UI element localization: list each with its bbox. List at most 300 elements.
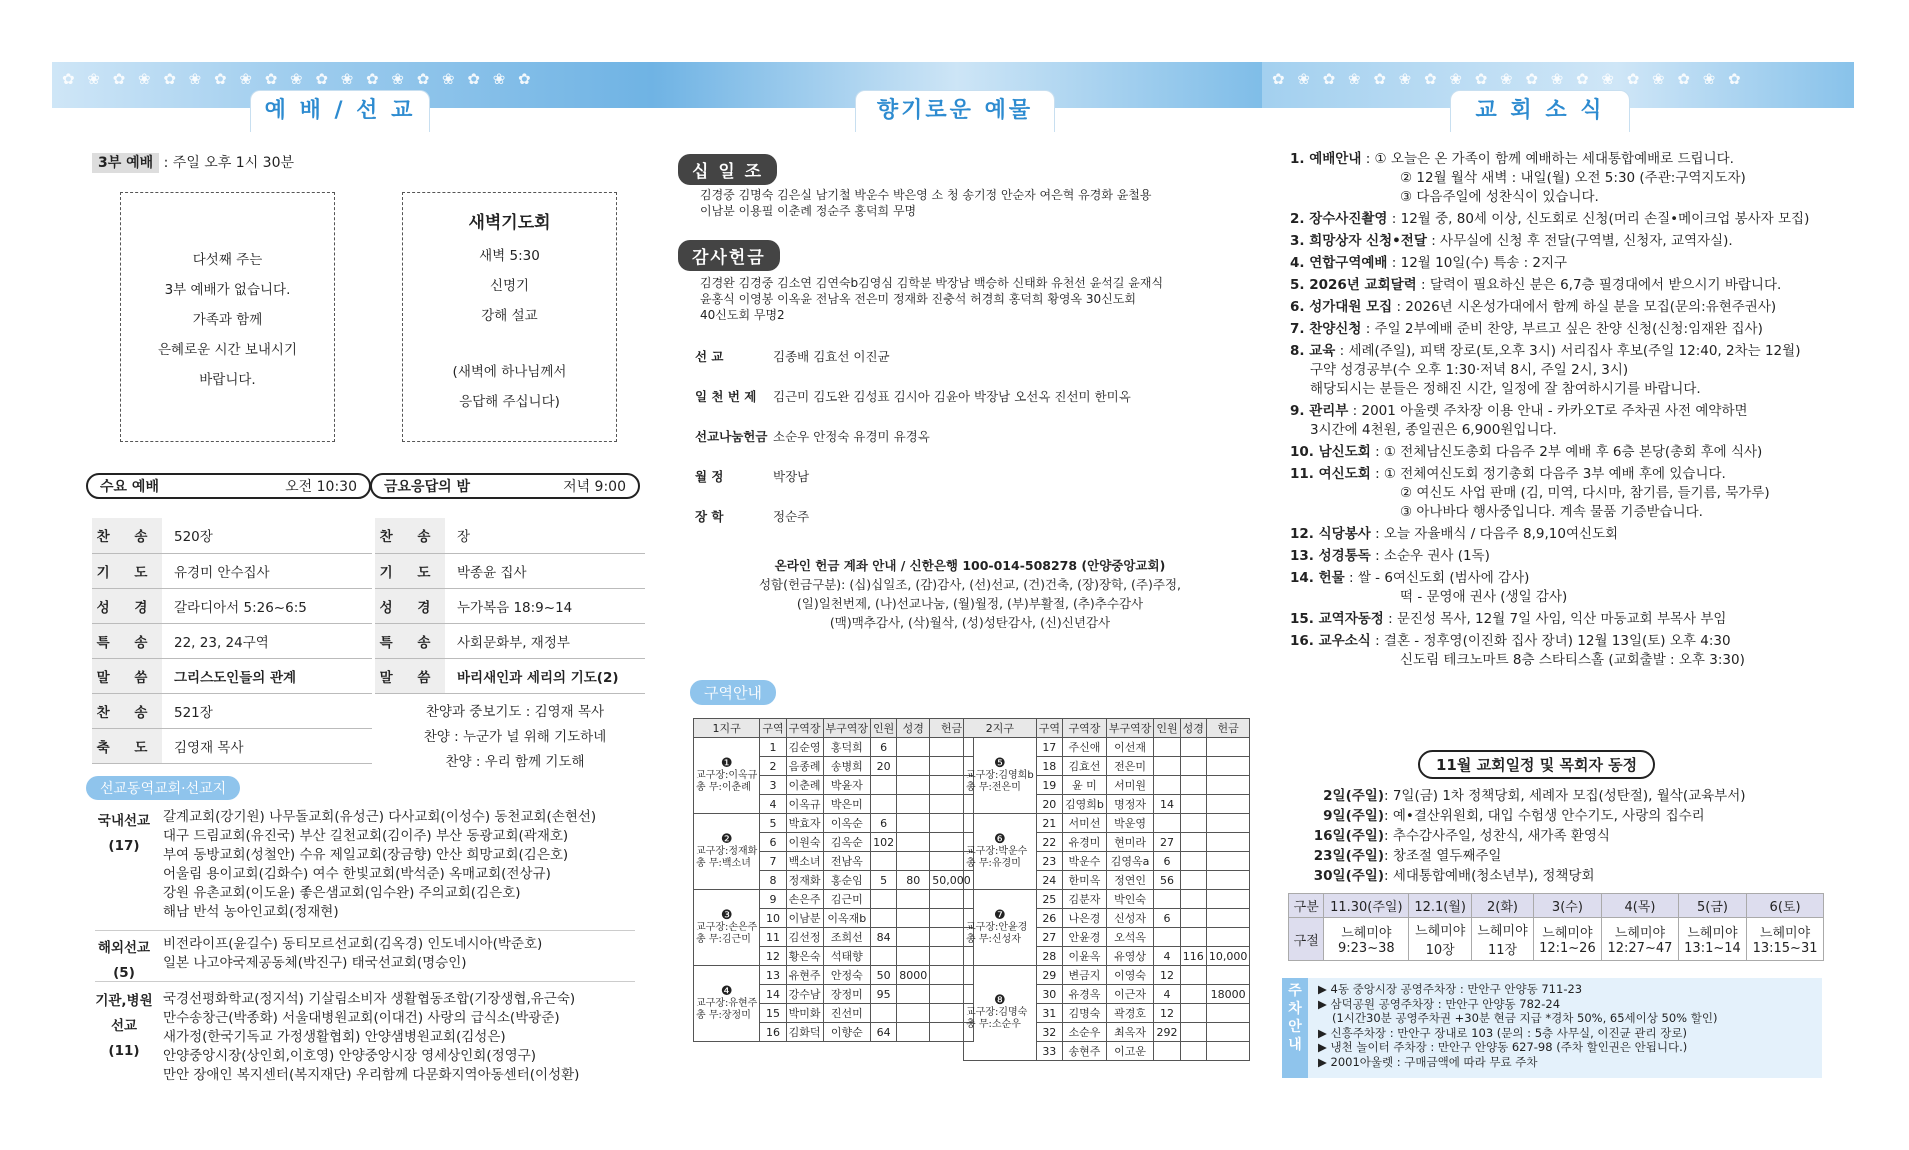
news-label: 3. 희망상자 신청•전달 [1290,233,1427,249]
tithe-tag: 십 일 조 [678,154,777,185]
parking-side-char: 내 [1288,1037,1302,1053]
news-label: 8. 교육 [1290,343,1336,359]
news-label: 10. 남신도회 [1290,444,1371,460]
district-header: 인원 [871,719,897,738]
district-manager: 총 무:소순우 [966,1019,1021,1030]
district-group-number: ❼ [994,907,1006,923]
district-header: 헌금 [930,719,974,738]
district-cell: 이윤옥 [1062,947,1106,966]
district-cell: 5 [871,871,897,890]
district-cell: 이춘례 [786,776,823,795]
district-cell: 4 [760,795,786,814]
schedule-book: 느헤미야 [1341,926,1392,941]
mission-line: 만안 장애인 복지센터(복지재단) 우리함께 다문화지역아동센터(이성환) [163,1067,580,1083]
schedule-cell [1602,918,1679,961]
fri-row [375,588,645,623]
schedule-verse: 13:15~31 [1752,941,1818,956]
district-cell: 변금지 [1062,966,1106,985]
district-cell: 64 [871,1023,897,1042]
district-cell: 95 [871,985,897,1004]
district-cell [1180,1023,1206,1042]
divider [95,930,635,931]
news-text: : 쌀 - 6여신도회 (범사에 감사) [1349,570,1530,586]
district-cell: 주신애 [1062,738,1106,757]
district-cell: 김영희b [1062,795,1106,814]
tithe-line: 김경중 김명숙 김은실 남기철 박운수 박은영 소 청 송기정 안순자 여은혁 유경화 윤철용 [700,188,1152,202]
district-cell [1154,776,1180,795]
district-cell: 박미화 [786,1004,823,1023]
wed-item-label: 찬 송 [92,518,162,553]
news-first-line [1290,254,1850,273]
district-cell: 84 [871,928,897,947]
parking-info [1282,978,1822,1078]
schedule-row [1289,918,1824,961]
district-cell: 이고운 [1106,1042,1154,1061]
district-group-cell [694,966,760,1042]
news-label: 5. 2026년 교회달력 [1290,277,1417,293]
schedule-header: 2(화) [1472,894,1534,918]
november-text: : 세대통합예배(청소년부), 정책당회 [1384,868,1595,884]
section-title-news: 교 회 소 식 [1450,90,1630,132]
district-cell: 곽경호 [1106,1004,1154,1023]
district-cell: 이남분 [786,909,823,928]
news-line: ③ 아나바다 행사중입니다. 계속 물품 기증받습니다. [1400,504,1703,520]
mission-line: 어울림 용이교회(김화수) 여수 한빛교회(박석준) 옥매교회(전상규) [163,866,551,882]
district-cell: 진선미 [823,1004,871,1023]
district-cell [871,890,897,909]
district-cell [897,814,930,833]
news-line: ② 12월 월삭 새벽 : 내일(월) 오전 5:30 (주관:구역지도자) [1400,170,1746,186]
news-item [1290,443,1850,462]
news-first-line [1290,320,1850,339]
district-cell: 27 [1154,833,1180,852]
district-cell: 유경미 [1062,833,1106,852]
district-header: 구역장 [1062,719,1106,738]
news-text: : 세례(주일), 피택 장로(토,오후 3시) 서리집사 후보(주일 12:40, 2차는 12월) [1339,343,1801,359]
district-cell [1206,852,1250,871]
offering-type: 선교나눔헌금 [695,429,768,444]
news-text: : 2001 아울렛 주차장 이용 안내 - 카카오T로 주차권 사전 예약하면 [1352,403,1748,419]
district-cell: 1 [760,738,786,757]
news-first-line [1290,443,1850,462]
news-label: 14. 헌물 [1290,570,1345,586]
schedule-cell [1678,918,1746,961]
schedule-book: 느헤미야 [1687,926,1738,941]
district-leader: 교구장:손은주 [696,921,758,933]
district-cell: 18000 [1206,985,1250,1004]
district-cell: 장정미 [823,985,871,1004]
schedule-book: 느헤미야 [1415,924,1466,939]
fri-item-label: 기 도 [375,553,445,588]
fri-header [370,473,640,499]
district-cell [1206,757,1250,776]
table-row [694,890,974,909]
november-row [1300,826,1746,846]
mission-line: 만수송창근(박종화) 서울대병원교회(이대건) 사랑의 급식소(박광준) [163,1010,560,1026]
news-line: 구약 성경공부(수 오후 1:30·저녁 8시, 주일 2시, 3시) [1310,362,1629,378]
thanks-tag: 감사헌금 [678,240,780,271]
table-row [964,890,1250,909]
news-first-line [1290,569,1850,588]
wed-item-value: 그리스도인들의 관계 [162,658,372,693]
district-cell: 김영옥a [1106,852,1154,871]
news-line: 떡 - 문영애 권사 (생일 감사) [1400,589,1568,605]
district-cell [897,738,930,757]
offering-type: 월 정 [695,469,724,484]
notice-box-service3 [120,192,335,442]
district-header: 구역장 [786,719,823,738]
news-first-line [1290,210,1850,229]
district-cell: 33 [1036,1042,1062,1061]
fri-row [375,553,645,588]
district-cell: 8000 [897,966,930,985]
wed-item-label: 말 씀 [92,658,162,693]
district-cell [1154,890,1180,909]
schedule-cell [1533,918,1601,961]
november-row [1300,846,1746,866]
dawn-prayer-line: (새벽에 하나님께서 [452,364,567,380]
thanks-line: 김경완 김경중 김소연 김연숙b김영심 김학분 박장남 백승하 신태화 유천선 윤석길 윤재식 [700,276,1164,290]
district-cell: 김순영 [786,738,823,757]
district-cell: 이옥순 [823,814,871,833]
district-cell [1180,890,1206,909]
district-group-cell [964,738,1037,814]
district-manager: 총 무:백소녀 [696,857,751,869]
mission-tag: 선교동역교회·선교지 [86,776,240,800]
district-cell: 292 [1154,1023,1180,1042]
divider [95,981,635,982]
november-schedule [1300,786,1746,886]
mission-group-text [163,935,723,973]
district-cell: 김선정 [786,928,823,947]
district-header-row [694,719,974,738]
news-first-line [1290,276,1850,295]
fri-item-label: 찬 송 [375,518,445,553]
account-title: 온라인 헌금 계좌 안내 / 신한은행 100-014-508278 (안양중앙교회) [774,558,1166,573]
district-cell: 유경옥 [1062,985,1106,1004]
fri-title: 금요응답의 밤 [384,479,471,495]
district-cell: 이근자 [1106,985,1154,1004]
district-cell: 나은경 [1062,909,1106,928]
district-cell: 전남옥 [823,852,871,871]
schedule-header: 구분 [1289,894,1324,918]
district-cell [1206,795,1250,814]
november-row [1300,806,1746,826]
district-cell: 김근미 [823,890,871,909]
table-row [964,966,1250,985]
news-item [1290,569,1850,607]
wed-service-pill [86,473,371,499]
parking-side-char: 주 [1288,983,1302,999]
schedule-header: 3(수) [1533,894,1601,918]
district-group-cell [694,814,760,890]
mission-group-label [95,939,153,983]
district-cell [1180,966,1206,985]
wed-item-label: 성 경 [92,588,162,623]
news-first-line [1290,298,1850,317]
district-cell: 서미선 [1062,814,1106,833]
district-cell: 손은주 [786,890,823,909]
offering-names: 김종배 김효선 이진균 [773,349,890,364]
district-cell: 송현주 [1062,1042,1106,1061]
parking-line: ▶ 2001아울렛 : 구매금액에 따라 무료 주차 [1318,1054,1538,1069]
district-cell [1180,1042,1206,1061]
news-item [1290,547,1850,566]
district-cell [1180,757,1206,776]
district-cell [1154,757,1180,776]
district-cell: 24 [1036,871,1062,890]
district-cell: 박인숙 [1106,890,1154,909]
district-cell: 이영숙 [1106,966,1154,985]
dawn-prayer-line [403,331,616,357]
tithe-names [700,187,1152,219]
district-cell: 5 [760,814,786,833]
thanks-line: 윤홍식 이영봉 이옥윤 전남옥 전은미 정재화 진충석 허경희 홍덕희 황영옥 30신도회 [700,292,1136,306]
district-cell: 23 [1036,852,1062,871]
district-cell: 13 [760,966,786,985]
district-cell: 102 [871,833,897,852]
district-cell: 김효선 [1062,757,1106,776]
schedule-verse: 12:27~47 [1607,941,1673,956]
district-cell: 김명숙 [1062,1004,1106,1023]
district-cell [1180,871,1206,890]
district-manager: 총 무:전은미 [966,781,1021,793]
district-cell: 6 [871,738,897,757]
table-row [694,814,974,833]
table-row [964,738,1250,757]
flower-decoration: ✿ ❀ ✿ ❀ ✿ ❀ ✿ ❀ ✿ ❀ ✿ ❀ ✿ ❀ ✿ ❀ ✿ ❀ ✿ [1272,70,1745,88]
district-header: 부구역장 [1106,719,1154,738]
wed-item-value: 김영재 목사 [162,728,372,763]
district-cell [1206,738,1250,757]
district-cell: 12 [1154,966,1180,985]
schedule-verse: 10장 [1425,943,1455,958]
fri-row [375,518,645,553]
district-cell: 신성자 [1106,909,1154,928]
district-leader: 교구장:이옥규 [696,769,758,781]
account-line: (맥)맥추감사, (삭)월삭, (성)성탄감사, (신)신년감사 [829,615,1111,630]
section-title-worship: 예 배 / 선 교 [250,90,430,132]
fri-time: 저녁 9:00 [563,479,626,495]
november-text: : 7일(금) 1차 정책당회, 세례자 모집(성탄절), 월삭(교육부서) [1384,788,1746,804]
district-cell [897,833,930,852]
schedule-header: 4(목) [1602,894,1679,918]
district-header: 구역 [1036,719,1062,738]
wed-item-label: 특 송 [92,623,162,658]
district-cell: 20 [871,757,897,776]
district-header: 인원 [1154,719,1180,738]
news-text: : 문진성 목사, 12월 7일 사임, 익산 마동교회 부목사 부임 [1388,611,1727,627]
news-text: : 사무실에 신청 후 전달(구역별, 신청자, 교역자실). [1431,233,1733,249]
district-cell: 석태향 [823,947,871,966]
district-cell: 18 [1036,757,1062,776]
news-text: : 주일 2부예배 준비 찬양, 부르고 싶은 찬양 신청(신청:임재완 집사) [1365,321,1763,337]
section-title-offering: 향기로운 예물 [855,90,1055,132]
district-region: 2지구 [964,719,1037,738]
district-leader: 교구장:안윤경 [966,921,1028,933]
district-cell: 한미옥 [1062,871,1106,890]
district-cell: 3 [760,776,786,795]
schedule-book: 느헤미야 [1614,926,1666,941]
wed-item-label: 축 도 [92,728,162,763]
schedule-cell [1472,918,1534,961]
news-item [1290,276,1850,295]
district-group-cell [694,890,760,966]
news-first-line [1290,402,1850,421]
news-text: : ① 오늘은 온 가족이 함께 예배하는 세대통합예배로 드립니다. [1365,151,1734,167]
district-cell: 송병희 [823,757,871,776]
district-cell: 김옥순 [823,833,871,852]
notice-line: 은혜로운 시간 보내시기 [158,342,297,358]
district-cell: 홍순임 [823,871,871,890]
november-date: 16일(주일) [1313,828,1384,844]
fri-item-value: 바리새인과 세리의 기도(2) [445,658,645,693]
mission-line: 대구 드림교회(유진국) 부산 길천교회(김이주) 부산 동광교회(곽재호) [163,828,569,844]
bible-reading-table [1288,893,1824,961]
news-text: : 2026년 시온성가대에서 함께 하실 분을 모집(문의:유현주권사) [1396,299,1777,315]
offering-row [695,507,809,525]
table-row [694,966,974,985]
schedule-header: 12.1(월) [1409,894,1472,918]
news-item [1290,320,1850,339]
district-cell [1180,1004,1206,1023]
november-text: : 창조절 열두째주일 [1384,848,1502,864]
district-header: 부구역장 [823,719,871,738]
offering-names: 김근미 김도완 김성표 김시아 김윤아 박장남 오선옥 진선미 한미옥 [773,389,1131,404]
news-item [1290,298,1850,317]
schedule-verse: 12:1~26 [1539,941,1596,956]
district-cell: 유현주 [786,966,823,985]
news-text: : 12월 10일(수) 특송 : 2지구 [1391,255,1568,271]
fri-extra-line: 찬양과 중보기도 : 김영재 목사 [425,704,605,720]
district-cell: 이원숙 [786,833,823,852]
district-header: 성경 [1180,719,1206,738]
district-table-1 [693,718,974,1042]
district-leader: 교구장:박운수 [966,845,1028,857]
district-cell: 25 [1036,890,1062,909]
dawn-prayer-line: 신명기 [489,278,530,294]
district-cell: 28 [1036,947,1062,966]
district-cell: 조희선 [823,928,871,947]
district-cell: 50,000 [930,871,974,890]
news-first-line [1290,547,1850,566]
district-manager: 총 무:김근미 [696,933,751,945]
district-cell: 19 [1036,776,1062,795]
district-cell: 30 [1036,985,1062,1004]
district-cell: 정재화 [786,871,823,890]
district-cell [871,795,897,814]
district-cell: 2 [760,757,786,776]
news-item [1290,610,1850,629]
schedule-verse: 11장 [1487,943,1518,958]
dawn-prayer-line: 강해 설교 [481,308,538,324]
parking-side-char: 안 [1288,1019,1302,1035]
district-cell [871,947,897,966]
district-cell [871,852,897,871]
news-text: : 달력이 필요하신 분은 6,7층 필경대에서 받으시기 바랍니다. [1421,277,1782,293]
district-cell [1180,833,1206,852]
district-cell [897,795,930,814]
fri-row [375,623,645,658]
news-text: : ① 전체남신도총회 다음주 2부 예배 후 6층 본당(총회 후에 식사) [1375,444,1763,460]
district-cell [1206,871,1250,890]
notice-line: 다섯째 주는 [192,252,263,268]
mission-count: (17) [108,838,140,854]
fri-item-label: 성 경 [375,588,445,623]
notice-line: 가족과 함께 [192,312,263,328]
account-info [680,556,1260,632]
district-cell: 이선재 [1106,738,1154,757]
mission-group-text [163,990,723,1085]
news-first-line [1290,342,1850,361]
wed-header [86,473,371,499]
offering-names: 박장남 [773,469,810,484]
mission-line: 새가정(한국기독교 가정생활협회) 안양샘병원교회(김성은) [163,1029,506,1045]
schedule-book: 느헤미야 [1759,926,1811,941]
mission-count: (11) [108,1043,140,1059]
schedule-cell [1324,918,1409,961]
district-leader: 교구장:김명숙 [966,1007,1028,1018]
news-first-line [1290,525,1850,544]
district-cell: 7 [760,852,786,871]
district-cell: 음종례 [786,757,823,776]
district-cell: 22 [1036,833,1062,852]
district-cell: 31 [1036,1004,1062,1023]
news-item [1290,232,1850,251]
district-region: 1지구 [694,719,760,738]
news-label: 1. 예배안내 [1290,151,1362,167]
district-cell: 14 [760,985,786,1004]
district-cell [897,757,930,776]
district-group-number: ❻ [994,831,1006,847]
district-cell [871,909,897,928]
district-cell: 29 [1036,966,1062,985]
offering-type: 일 천 번 제 [695,389,757,404]
district-cell: 김화덕 [786,1023,823,1042]
district-cell: 이옥재b [823,909,871,928]
news-item [1290,150,1850,207]
district-cell: 윤 미 [1062,776,1106,795]
schedule-book: 느헤미야 [1542,926,1593,941]
district-header: 헌금 [1206,719,1250,738]
news-first-line [1290,632,1850,651]
account-line: 성함(헌금구분): (십)십일조, (감)감사, (선)선교, (건)건축, (장)장학, (주)주정, [758,577,1182,592]
offering-names: 정순주 [773,509,810,524]
district-cell: 박윤자 [823,776,871,795]
mission-line: 국경선평화학교(정지석) 기살림소비자 생활협동조합(기장생협,유근숙) [163,991,576,1007]
schedule-header: 5(금) [1678,894,1746,918]
district-cell: 26 [1036,909,1062,928]
district-cell: 8 [760,871,786,890]
district-cell: 정연인 [1106,871,1154,890]
fri-item-value: 장 [445,518,645,553]
district-cell: 현미라 [1106,833,1154,852]
offering-row [695,387,1131,405]
fri-item-value: 누가복음 18:9~14 [445,588,645,623]
november-text: : 예•결산위원회, 대입 수험생 안수기도, 사랑의 집수리 [1384,808,1705,824]
fri-item-value: 박종윤 집사 [445,553,645,588]
district-cell: 12 [1154,1004,1180,1023]
news-text: : 12월 중, 80세 이상, 신도회로 신청(머리 손질•메이크업 봉사자 모집) [1391,211,1810,227]
fri-item-label: 특 송 [375,623,445,658]
district-cell [897,1004,930,1023]
district-cell: 20 [1036,795,1062,814]
dawn-prayer-line: 새벽 5:30 [479,248,540,264]
district-cell [1206,1023,1250,1042]
district-cell [897,890,930,909]
news-label: 4. 연합구역예배 [1290,255,1388,271]
district-cell [1206,966,1250,985]
